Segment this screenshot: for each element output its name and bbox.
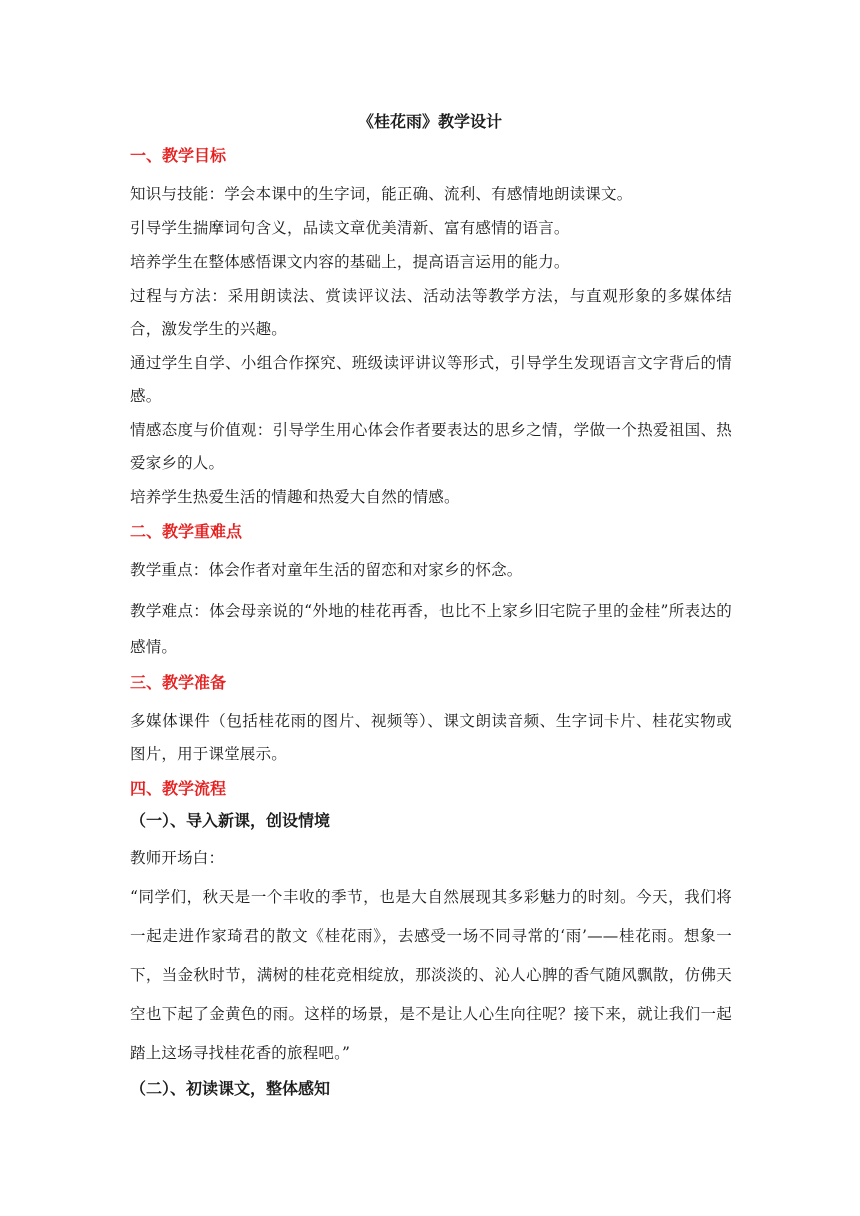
paragraph: 情感态度与价值观：引导学生用心体会作者要表达的思乡之情，学做一个热爱祖国、热爱家乡的人。 — [130, 421, 732, 472]
paragraph: 知识与技能：学会本课中的生字词，能正确、流利、有感情地朗读课文。 — [130, 185, 633, 203]
paragraph: 多媒体课件（包括桂花雨的图片、视频等）、课文朗读音频、生字词卡片、桂花实物或图片，用于课堂展示。 — [130, 712, 732, 763]
document-body — [130, 146, 732, 1110]
paragraph: 通过学生自学、小组合作探究、班级读评讲议等形式，引导学生发现语言文字背后的情感。 — [130, 354, 732, 405]
paragraph: 教学重点：体会作者对童年生活的留恋和对家乡的怀念。 — [130, 561, 523, 579]
subsection-heading: （一）、导入新课，创设情境 — [130, 811, 331, 830]
document-title: 《桂花雨》教学设计 — [357, 112, 502, 131]
section-heading-preparation: 三、教学准备 — [130, 673, 227, 692]
paragraph: 教学难点：体会母亲说的“外地的桂花再香，也比不上家乡旧宅院子里的金桂”所表达的感情。 — [130, 602, 732, 656]
paragraph: 教师开场白： — [130, 849, 225, 867]
section-heading-key-points: 二、教学重难点 — [130, 522, 243, 541]
section-heading-process: 四、教学流程 — [130, 779, 227, 798]
paragraph: 培养学生在整体感悟课文内容的基础上，提高语言运用的能力。 — [130, 253, 570, 271]
paragraph: 培养学生热爱生活的情趣和热爱大自然的情感。 — [130, 488, 460, 506]
subsection-heading: （二）、初读课文，整体感知 — [130, 1079, 331, 1098]
paragraph: 引导学生揣摩词句含义，品读文章优美清新、富有感情的语言。 — [130, 219, 570, 237]
quote-paragraph: “同学们，秋天是一个丰收的季节，也是大自然展现其多彩魅力的时刻。今天，我们将一起走进作家琦君的散文《桂花雨》，去感受一场不同寻常的‘雨’——桂花雨。想象一下，当金秋时节，满树的桂花竞相绽放，那淡淡的、沁人心脾的香气随风飘散，仿佛天空也下起了金黄色的雨。这样的场景，是不是让人心生向往呢？接下来，就让我们一起踏上这场寻找桂花香的旅程吧。” — [130, 888, 732, 1062]
section-heading-objectives: 一、教学目标 — [130, 146, 227, 165]
paragraph: 过程与方法：采用朗读法、赏读评议法、活动法等教学方法，与直观形象的多媒体结合，激发学生的兴趣。 — [130, 287, 732, 338]
